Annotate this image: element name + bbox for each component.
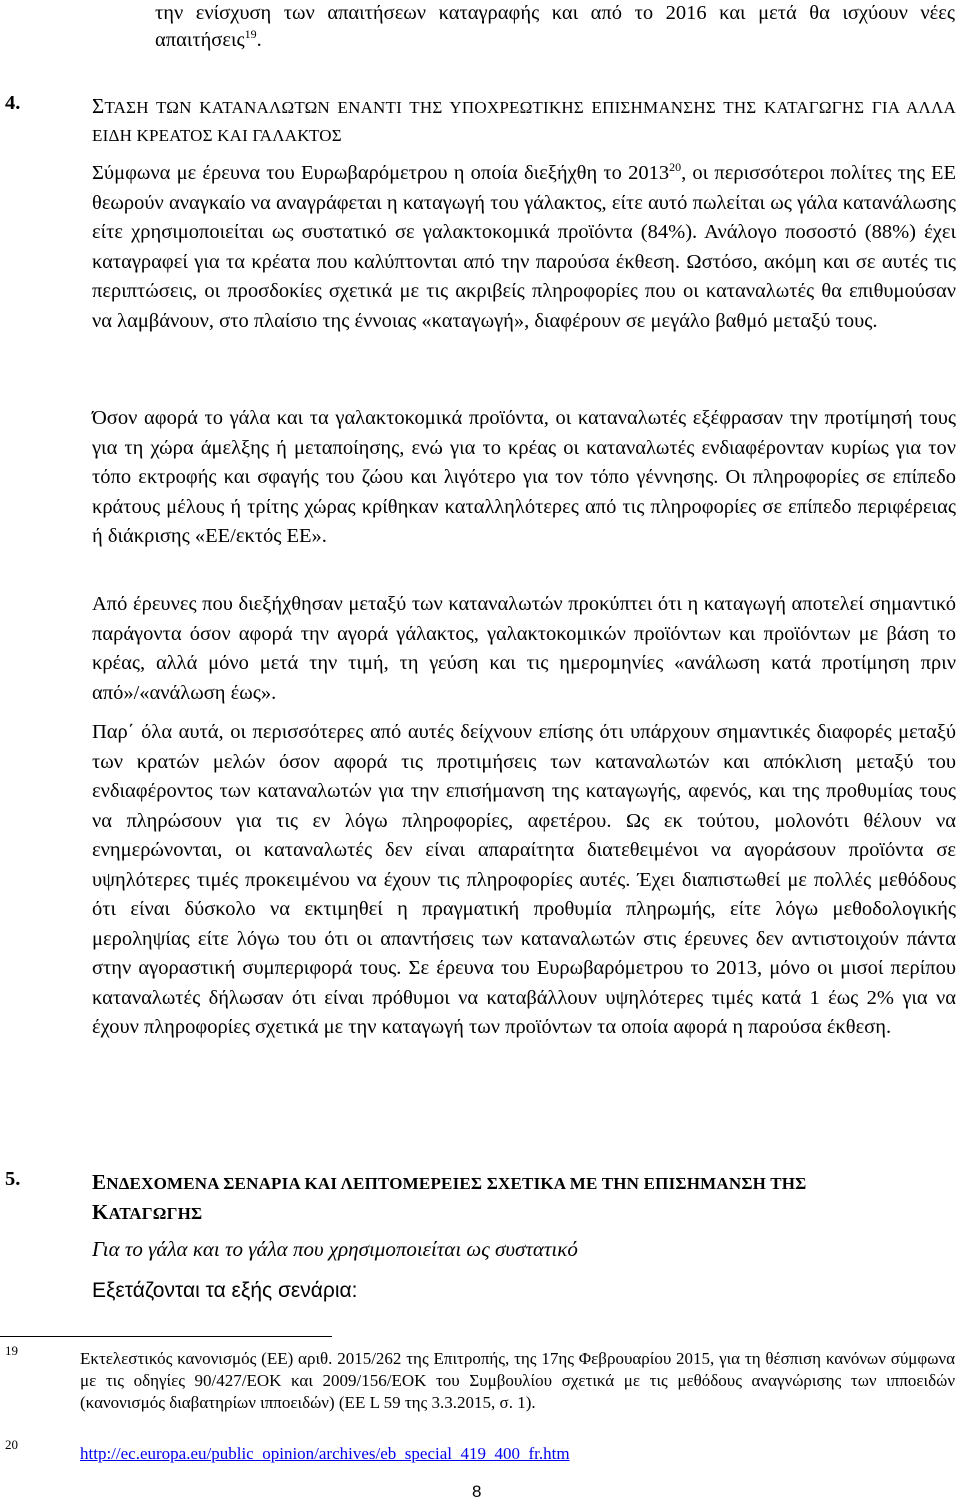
- footnote-20-link[interactable]: http://ec.europa.eu/public_opinion/archives/eb_special_419_400_fr.htm: [80, 1444, 570, 1463]
- footnote-19-number: 19: [5, 1343, 18, 1358]
- section-5-number: 5.: [5, 1168, 21, 1190]
- section-4-title: ΣΤΑΣΗ ΤΩΝ ΚΑΤΑΝΑΛΩΤΩΝ ΕΝΑΝΤΙ ΤΗΣ ΥΠΟΧΡΕΩΤΙΚΗΣ ΕΠΙΣΗΜΑΝΣΗΣ ΤΗΣ ΚΑΤΑΓΩΓΗΣ ΓΙΑ ΑΛΛΑ ΕΙΔΗ ΚΡΕΑΤΟΣ ΚΑΙ ΓΑΛΑΚΤΟΣ: [92, 94, 956, 145]
- footnote-20-number: 20: [5, 1437, 18, 1452]
- section-5-title: ΕΝΔΕΧΟΜΕΝΑ ΣΕΝΑΡΙΑ ΚΑΙ ΛΕΠΤΟΜΕΡΕΙΕΣ ΣΧΕΤΙΚΑ ΜΕ ΤΗΝ ΕΠΙΣΗΜΑΝΣΗ ΤΗΣ ΚΑΤΑΓΩΓΗΣ: [92, 1170, 807, 1224]
- footnote-ref-19[interactable]: 19: [244, 27, 257, 42]
- footnote-ref-20[interactable]: 20: [669, 160, 682, 175]
- section-4-paragraph-4: Παρ΄ όλα αυτά, οι περισσότερες από αυτές δείχνουν επίσης ότι υπάρχουν σημαντικές διαφορές μεταξύ των κρατών μελών όσον αφορά τις προτιμήσεις των καταναλωτών και απόκλιση μεταξύ του ενδιαφέροντος των καταναλωτών για την επισήμανση της καταγωγής, αφενός, και της προθυμίας τους να πληρώσουν για τις εν λόγω πληροφορίες, αφετέρου. Ως εκ τούτου, μολονότι θέλουν να ενημερώνονται, οι καταναλωτές δεν είναι απαραίτητα διατεθειμένοι να αγοράσουν προϊόντα σε υψηλότερες τιμές προκειμένου να έχουν τις πληροφορίες αυτές. Έχει διαπιστωθεί με πολλές μεθόδους ότι είναι δύσκολο να εκτιμηθεί η πραγματική προθυμία πληρωμής, είτε λόγω μεθοδολογικής μεροληψίας είτε λόγω του ότι οι απαντήσεις των καταναλωτών στις έρευνες δεν αντιστοιχούν πάντα στην αγοραστική συμπεριφορά τους. Σε έρευνα του Ευρωβαρόμετρου το 2013, μόνο οι μισοί περίπου καταναλωτές δήλωσαν ότι είναι πρόθυμοι να καταβάλλουν υψηλότερες τιμές κατά 1 έως 2% για να έχουν πληροφορίες σχετικά με την καταγωγή των προϊόντων τα οποία αφορά η παρούσα έκθεση.: [92, 721, 956, 1038]
- section-5-lead: Εξετάζονται τα εξής σενάρια:: [92, 1279, 358, 1302]
- intro-paragraph: την ενίσχυση των απαιτήσεων καταγραφής και από το 2016 και μετά θα ισχύουν νέες απαιτήσεις$^{19}$.: [155, 2, 955, 51]
- section-5-subheading: Για το γάλα και το γάλα που χρησιμοποιείται ως συστατικό: [92, 1237, 578, 1261]
- footnote-19-text: Εκτελεστικός κανονισμός (ΕΕ) αριθ. 2015/262 της Επιτροπής, της 17ης Φεβρουαρίου 2015, για τη θέσπιση κανόνων σύμφωνα με τις οδηγίες 90/427/ΕΟΚ και 2009/156/ΕΟΚ του Συμβουλίου σχετικά με τις μεθόδους αναγνώρισης των ιπποειδών (κανονισμός διαβατηρίων ιπποειδών) (ΕΕ L 59 της 3.3.2015, σ. 1).: [80, 1349, 955, 1412]
- section-4-paragraph-3: Από έρευνες που διεξήχθησαν μεταξύ των καταναλωτών προκύπτει ότι η καταγωγή αποτελεί σημαντικό παράγοντα όσον αφορά την αγορά γάλακτος, γαλακτοκομικών προϊόντων και προϊόντων με βάση το κρέας, αλλά μόνο μετά την τιμή, τη γεύση και τις ημερομηνίες «ανάλωση κατά προτίμηση πριν από»/«ανάλωση έως».: [92, 593, 956, 704]
- section-4-number: 4.: [5, 92, 21, 114]
- section-4-paragraph-1: Σύμφωνα με έρευνα του Ευρωβαρόμετρου η οποία διεξήχθη το 2013$^{20}$, οι περισσότεροι πολίτες της ΕΕ θεωρούν αναγκαίο να αναγράφεται η καταγωγή του γάλακτος, είτε αυτό πωλείται ως γάλα κατανάλωσης είτε χρησιμοποιείται ως συστατικό σε γαλακτοκομικά προϊόντα (84%). Ανάλογο ποσοστό (88%) έχει καταγραφεί για τα κρέατα που καλύπτονται από την παρούσα έκθεση. Ωστόσο, ακόμη και σε αυτές τις περιπτώσεις, οι προσδοκίες σχετικά με τις ακριβείς πληροφορίες που οι καταναλωτές θα επιθυμούσαν να λαμβάνουν, στο πλαίσιο της έννοιας «καταγωγή», διαφέρουν σε μεγάλο βαθμό μεταξύ τους.: [92, 160, 957, 332]
- section-4-paragraph-2: Όσον αφορά το γάλα και τα γαλακτοκομικά προϊόντα, οι καταναλωτές εξέφρασαν την προτίμησή τους για τη χώρα άμελξης ή μεταποίησης, ενώ για το κρέας οι καταναλωτές ενδιαφέρονταν κυρίως για τον τόπο εκτροφής και σφαγής του ζώου και λιγότερο για τον τόπο γέννησης. Οι πληροφορίες σε επίπεδο κράτους μέλους ή τρίτης χώρας κρίθηκαν καταλληλότερες από τις πληροφορίες σε επίπεδο περιφέρειας ή διάκρισης «ΕΕ/εκτός ΕΕ».: [92, 407, 956, 547]
- footnote-separator: [0, 1336, 332, 1337]
- page-number: 8: [472, 1482, 482, 1501]
